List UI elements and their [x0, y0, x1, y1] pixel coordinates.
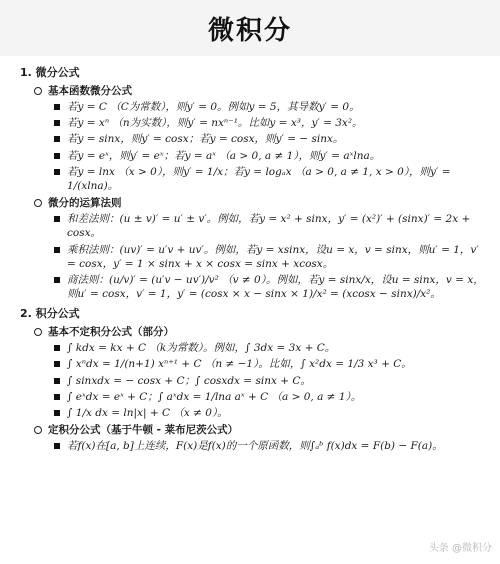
square-bullet-icon — [54, 378, 60, 384]
list-item — [54, 100, 484, 114]
list-item — [54, 165, 484, 193]
square-bullet-icon — [54, 153, 60, 159]
formula-text: 若y = xⁿ （n为实数），则y′ = nxⁿ⁻¹。比如y = x³，y′ = 3x²。 — [67, 117, 363, 130]
formula-text: ∫ xⁿdx = 1/(n+1) xⁿ⁺¹ + C （n ≠ −1）。比如，∫ x²dx = 1/3 x³ + C。 — [67, 358, 412, 371]
list-item — [54, 243, 484, 271]
formula-text: 乘积法则：(uv)′ = u′v + uv′。例如，若y = xsinx，设u = x，v = sinx，则u′ = 1，v′ = cosx，y′ = 1 × sinx + x × cosx = sinx + xcosx。 — [67, 243, 479, 270]
hollow-bullet-icon — [34, 426, 42, 434]
list-item — [54, 116, 484, 130]
list-item — [54, 273, 484, 301]
title-bar — [0, 0, 500, 56]
subsection-label: 基本函数微分公式 — [48, 84, 132, 97]
formula-text: ∫ kdx = kx + C （k为常数）。例如，∫ 3dx = 3x + C。 — [67, 342, 336, 355]
square-bullet-icon — [54, 247, 60, 253]
square-bullet-icon — [54, 216, 60, 222]
subsection-basic-derivatives — [34, 84, 484, 98]
list-item — [54, 149, 484, 163]
content — [0, 56, 500, 453]
formula-text: ∫ sinxdx = − cosx + C；∫ cosxdx = sinx + C。 — [67, 374, 311, 387]
square-bullet-icon — [54, 120, 60, 126]
section-heading-differential: 1. 微分公式 — [20, 66, 80, 79]
subsection-label: 基本不定积分公式（部分） — [48, 326, 174, 339]
hollow-bullet-icon — [34, 328, 42, 336]
square-bullet-icon — [54, 410, 60, 416]
list-item — [54, 357, 484, 371]
square-bullet-icon — [54, 277, 60, 283]
subsection-indefinite-integrals — [34, 325, 484, 339]
subsection-derivative-rules — [34, 196, 484, 210]
list-item — [54, 341, 484, 355]
formula-text: ∫ 1/x dx = ln|x| + C （x ≠ 0）。 — [67, 406, 228, 419]
square-bullet-icon — [54, 136, 60, 142]
square-bullet-icon — [54, 361, 60, 367]
square-bullet-icon — [54, 394, 60, 400]
square-bullet-icon — [54, 345, 60, 351]
formula-text: 若f(x)在[a, b]上连续，F(x)是f(x)的一个原函数，则∫ₐᵇ f(x)dx = F(b) − F(a)。 — [67, 440, 443, 453]
formula-text: 若y = eˣ，则y′ = eˣ；若y = aˣ （a > 0, a ≠ 1），则y′ = aˣlna。 — [67, 149, 381, 162]
square-bullet-icon — [54, 443, 60, 449]
subsection-label: 微分的运算法则 — [48, 197, 122, 210]
list-item — [54, 212, 484, 240]
watermark: 头条 @微积分 — [428, 543, 492, 554]
formula-text: 商法则：(u/v)′ = (u′v − uv′)/v² （v ≠ 0）。例如，若y = sinx/x，设u = sinx，v = x，则u′ = cosx，v′ = 1，y′ = (cosx × x − sinx × 1)/x² = (xcosx − sinx)/x²。 — [67, 273, 484, 301]
formula-text: 若y = C （C为常数），则y′ = 0。例如y = 5，其导数y′ = 0。 — [67, 101, 360, 114]
list-item — [54, 374, 484, 388]
hollow-bullet-icon — [34, 87, 42, 95]
list-item — [54, 132, 484, 146]
subsection-definite-integral — [34, 423, 484, 437]
formula-text: 若y = sinx，则y′ = cosx；若y = cosx，则y′ = − sinx。 — [67, 133, 344, 146]
list-item — [54, 390, 484, 404]
section-heading-integral: 2. 积分公式 — [20, 307, 80, 321]
formula-text: 若y = lnx （x > 0），则y′ = 1/x；若y = logₐx （a > 0, a ≠ 1, x > 0），则y′ = 1/(xlna)。 — [67, 165, 451, 192]
square-bullet-icon — [54, 104, 60, 110]
subsection-label: 定积分公式（基于牛顿 - 莱布尼茨公式） — [48, 424, 239, 437]
formula-text: 和差法则：(u ± v)′ = u′ ± v′。例如，若y = x² + sinx，y′ = (x²)′ + (sinx)′ = 2x + cosx。 — [67, 213, 471, 240]
list-item — [54, 406, 484, 420]
list-item — [54, 439, 484, 453]
formula-text: ∫ eˣdx = eˣ + C；∫ aˣdx = 1/lna aˣ + C （a > 0, a ≠ 1）。 — [67, 390, 362, 403]
page-title: 微积分 — [207, 15, 292, 46]
square-bullet-icon — [54, 169, 60, 175]
hollow-bullet-icon — [34, 199, 42, 207]
